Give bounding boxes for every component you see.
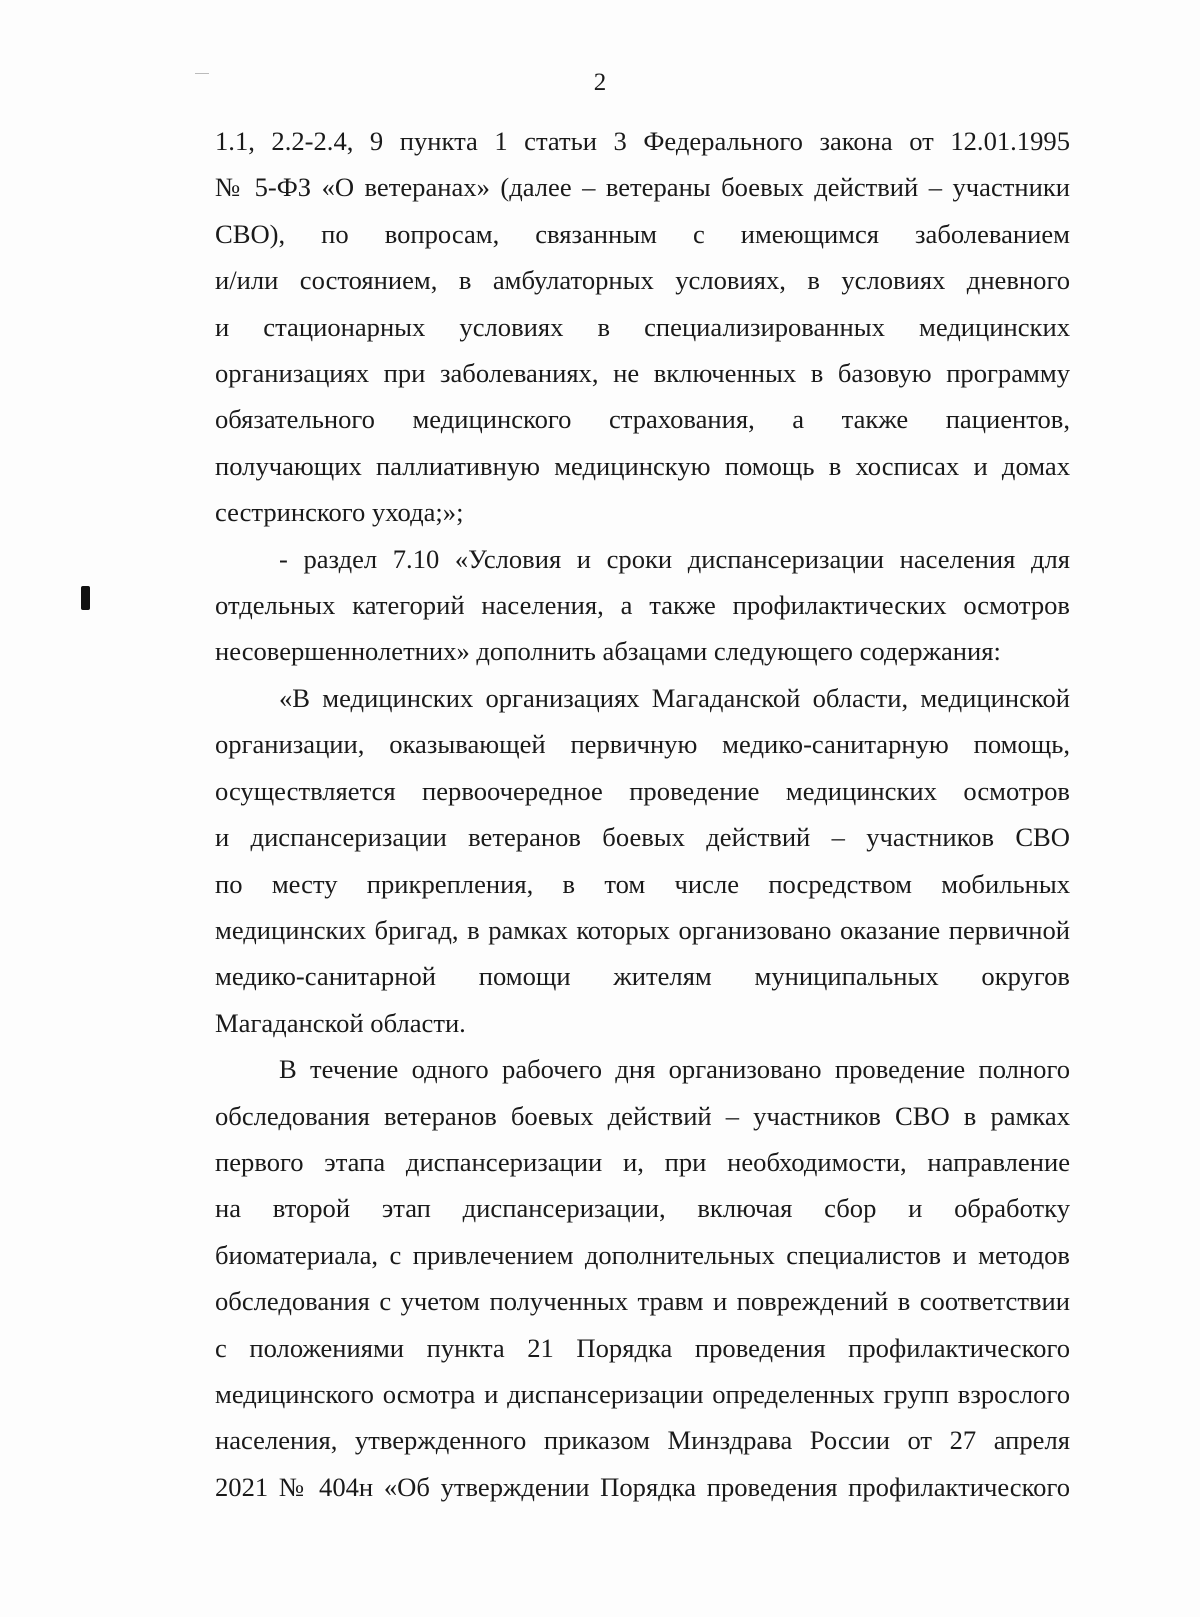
text-line: В течение одного рабочего дня организовано проведение полного [279, 1054, 1070, 1085]
text-line: медицинского осмотра и диспансеризации определенных групп взрослого [215, 1378, 1070, 1409]
paragraph [215, 118, 1070, 536]
text-line: обследования с учетом полученных травм и повреждений в соответствии [215, 1286, 1070, 1317]
text-line: и/или состоянием, в амбулаторных условиях, в условиях дневного [215, 265, 1070, 296]
text-line: медицинских бригад, в рамках которых организовано оказание первичной [215, 914, 1070, 945]
text-line: № 5-ФЗ «О ветеранах» (далее – ветераны боевых действий – участники [215, 172, 1070, 203]
text-line: сестринского ухода;»; [215, 497, 464, 528]
text-line: получающих паллиативную медицинскую помощь в хосписах и домах [215, 450, 1070, 481]
text-line: первого этапа диспансеризации и, при необходимости, направление [215, 1146, 1070, 1177]
text-line: несовершеннолетних» дополнить абзацами следующего содержания: [215, 636, 1001, 667]
text-line: биоматериала, с привлечением дополнительных специалистов и методов [215, 1239, 1070, 1270]
text-line: с положениями пункта 21 Порядка проведения профилактического [215, 1332, 1070, 1363]
text-line: - раздел 7.10 «Условия и сроки диспансеризации населения для [279, 543, 1070, 574]
text-line: организациях при заболеваниях, не включенных в базовую программу [215, 358, 1070, 389]
text-line: СВО), по вопросам, связанным с имеющимся заболеванием [215, 218, 1070, 249]
paragraph [215, 675, 1070, 1046]
text-line: населения, утвержденного приказом Минздрава России от 27 апреля [215, 1425, 1070, 1456]
text-line: на второй этап диспансеризации, включая сбор и обработку [215, 1193, 1070, 1224]
text-line: по месту прикрепления, в том числе посредством мобильных [215, 868, 1070, 899]
text-line: 1.1, 2.2-2.4, 9 пункта 1 статьи 3 Федерального закона от 12.01.1995 [215, 126, 1070, 156]
text-line: Магаданской области. [215, 1007, 466, 1038]
text-line: организации, оказывающей первичную медико-санитарную помощь, [215, 729, 1070, 760]
paragraph [215, 1046, 1070, 1510]
text-line: «В медицинских организациях Магаданской области, медицинской [279, 682, 1070, 713]
document-body [215, 118, 1070, 1510]
text-line: 2021 № 404н «Об утверждении Порядка проведения профилактического [215, 1471, 1070, 1502]
text-line: отдельных категорий населения, а также профилактических осмотров [215, 590, 1070, 621]
scan-mark [81, 586, 90, 610]
text-line: осуществляется первоочередное проведение медицинских осмотров [215, 775, 1070, 806]
text-line: обследования ветеранов боевых действий – участников СВО в рамках [215, 1100, 1070, 1131]
text-line: обязательного медицинского страхования, а также пациентов, [215, 404, 1070, 435]
page-number: 2 [593, 69, 607, 96]
paragraph [215, 536, 1070, 675]
text-line: и стационарных условиях в специализированных медицинских [215, 311, 1070, 342]
text-line: и диспансеризации ветеранов боевых действий – участников СВО [215, 822, 1070, 853]
text-line: медико-санитарной помощи жителям муниципальных округов [215, 961, 1070, 992]
